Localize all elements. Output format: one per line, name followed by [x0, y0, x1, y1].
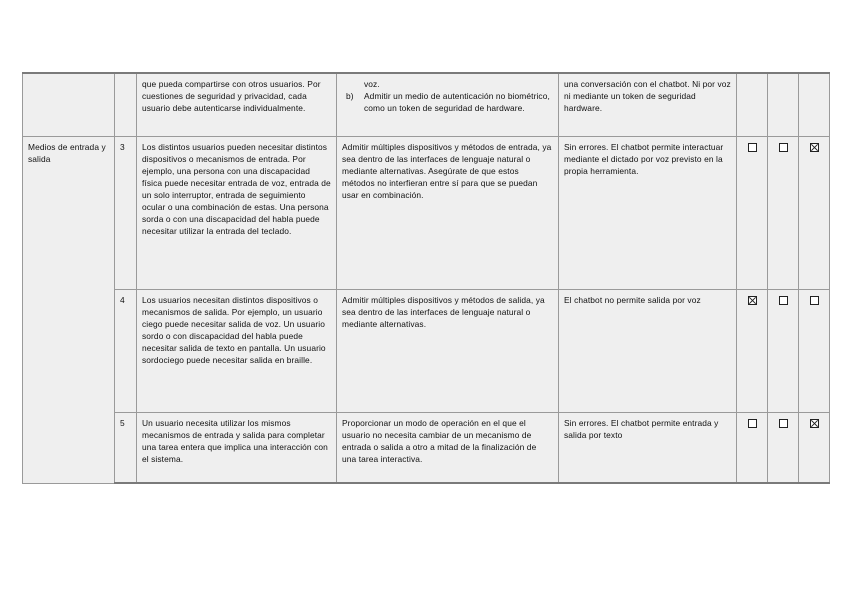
table-row	[23, 289, 830, 412]
checked-box-icon[interactable]	[810, 143, 819, 152]
recommendation-cell: Admitir múltiples dispositivos y métodos de salida, ya sea dentro de las interfaces de lenguaje natural o mediante alternativas.	[337, 289, 559, 412]
recommendation-list	[342, 90, 553, 114]
table-row	[23, 136, 830, 289]
check-cell-2	[768, 289, 799, 412]
number-cell: 3	[115, 136, 137, 289]
checkbox-icon[interactable]	[779, 143, 788, 152]
checked-box-icon[interactable]	[748, 296, 757, 305]
check-cell-2	[768, 73, 799, 136]
checkbox-icon[interactable]	[779, 419, 788, 428]
check-cell-1	[737, 289, 768, 412]
check-cell-1	[737, 136, 768, 289]
description-cell: que pueda compartirse con otros usuarios. Por cuestiones de seguridad y privacidad, cada usuario debe autenticarse individualmente.	[137, 73, 337, 136]
result-cell: Sin errores. El chatbot permite interactuar mediante el dictado por voz previsto en la propia herramienta.	[559, 136, 737, 289]
list-item	[342, 90, 553, 114]
number-cell: 4	[115, 289, 137, 412]
requirements-table	[22, 72, 830, 484]
category-cell	[23, 73, 115, 136]
check-cell-3	[799, 289, 830, 412]
checkbox-icon[interactable]	[779, 296, 788, 305]
check-cell-2	[768, 412, 799, 483]
checkbox-icon[interactable]	[748, 419, 757, 428]
number-cell	[115, 73, 137, 136]
description-cell: Los distintos usuarios pueden necesitar distintos dispositivos o mecanismos de entrada. Por ejemplo, una persona con una discapacidad física puede necesitar entrada de voz, entrada de un solo interruptor, entrada de seguimiento ocular o una combinación de estas. Una persona sorda o con una discapacidad del habla puede necesitar utilizar la entrada del teclado.	[137, 136, 337, 289]
recommendation-cell: Admitir múltiples dispositivos y métodos de entrada, ya sea dentro de las interfaces de lenguaje natural o mediante alternativas. Asegúrate de que estos métodos no interfieran entre sí para que se puedan usar en combinación.	[337, 136, 559, 289]
checkbox-icon[interactable]	[810, 296, 819, 305]
check-cell-1	[737, 73, 768, 136]
check-cell-3	[799, 136, 830, 289]
description-cell: Un usuario necesita utilizar los mismos mecanismos de entrada y salida para completar una tarea entera que implica una interacción con el sistema.	[137, 412, 337, 483]
category-cell: Medios de entrada y salida	[23, 136, 115, 483]
check-cell-3	[799, 412, 830, 483]
number-cell: 5	[115, 412, 137, 483]
list-item-text: Admitir un medio de autenticación no biométrico, como un token de seguridad de hardware.	[364, 91, 550, 113]
check-cell-3	[799, 73, 830, 136]
recommendation-cell: Proporcionar un modo de operación en el que el usuario no necesita cambiar de un mecanismo de entrada o salida a otro a mitad de la finalización de una tarea interactiva.	[337, 412, 559, 483]
table-row	[23, 73, 830, 136]
checked-box-icon[interactable]	[810, 419, 819, 428]
list-marker: b)	[346, 91, 354, 101]
recommendation-lead: voz.	[364, 79, 380, 89]
table-row	[23, 412, 830, 483]
check-cell-2	[768, 136, 799, 289]
check-cell-1	[737, 412, 768, 483]
result-cell: El chatbot no permite salida por voz	[559, 289, 737, 412]
result-cell: una conversación con el chatbot. Ni por voz ni mediante un token de seguridad hardware.	[559, 73, 737, 136]
result-cell: Sin errores. El chatbot permite entrada y salida por texto	[559, 412, 737, 483]
checkbox-icon[interactable]	[748, 143, 757, 152]
recommendation-cell	[337, 73, 559, 136]
description-cell: Los usuarios necesitan distintos dispositivos o mecanismos de salida. Por ejemplo, un usuario ciego puede necesitar salida de voz. Un usuario sordo o con discapacidad del habla puede necesitar salida de texto en pantalla. Un usuario sordociego puede necesitar salida en braille.	[137, 289, 337, 412]
